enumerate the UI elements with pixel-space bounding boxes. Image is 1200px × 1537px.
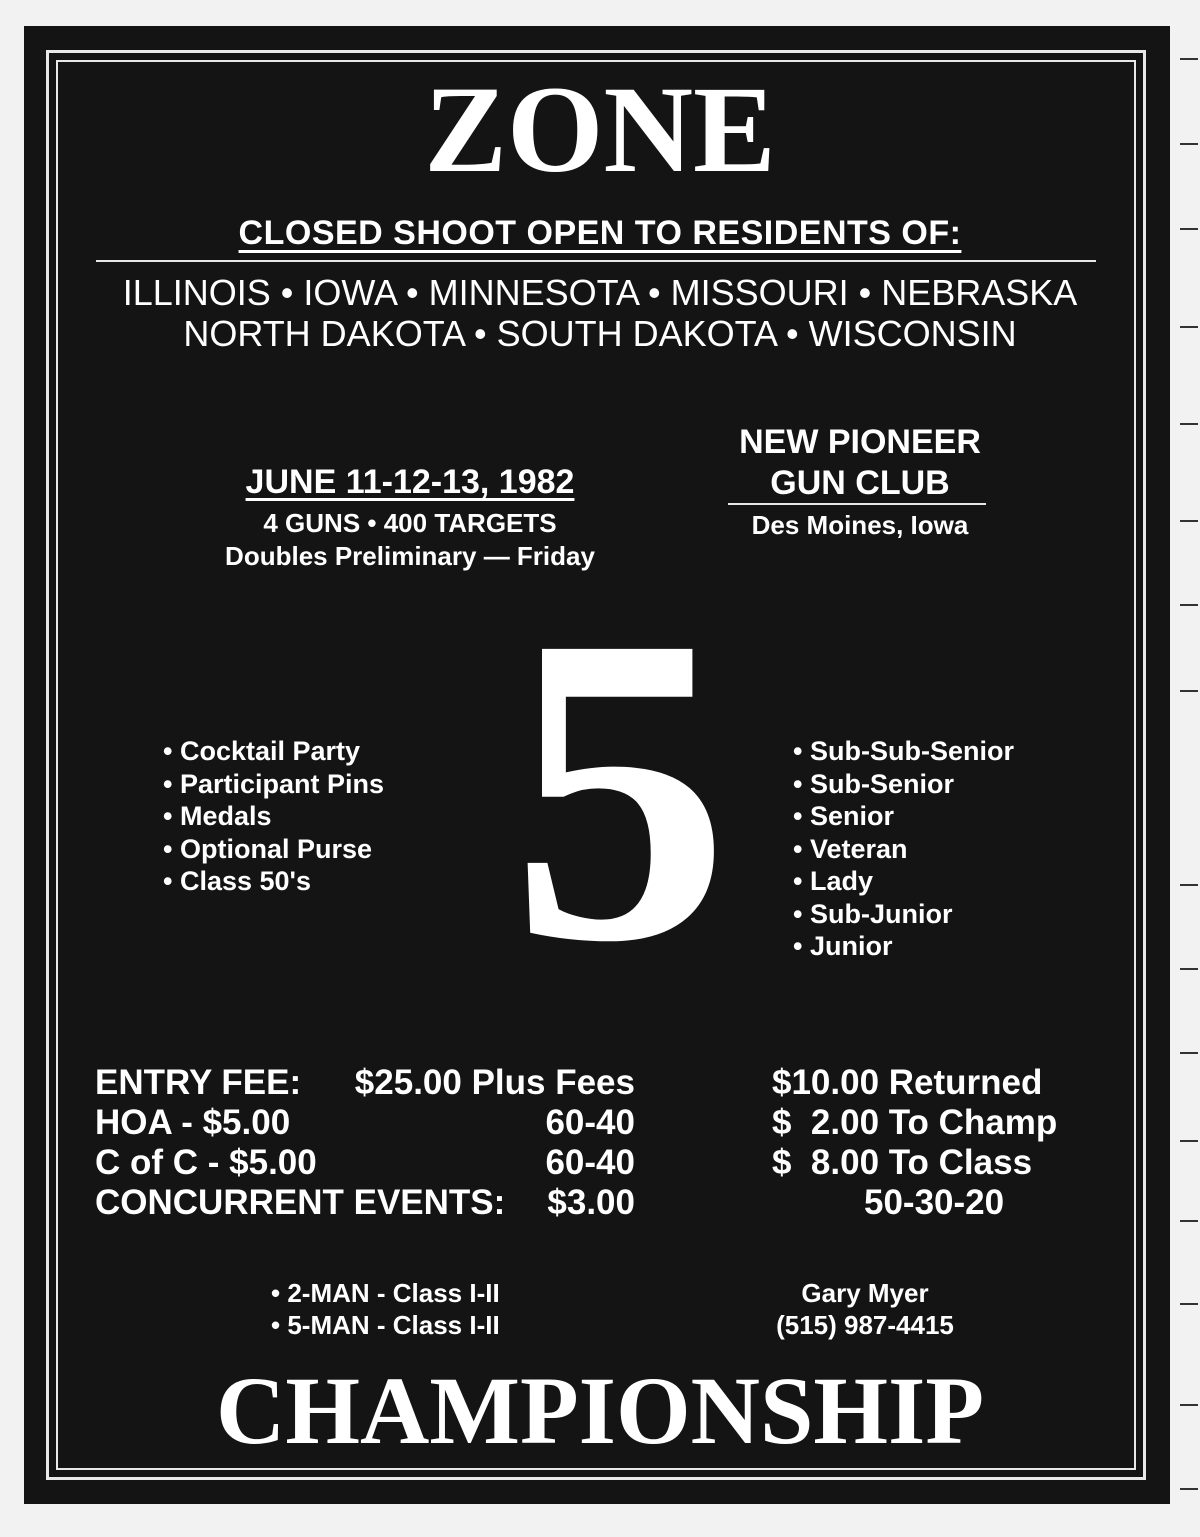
fee-row-entry	[95, 1063, 635, 1103]
to-champ-amount: $ 2.00 To Champ	[772, 1103, 1058, 1142]
list-item: • Junior	[793, 930, 1014, 963]
contact-name: Gary Myer	[801, 1278, 929, 1308]
page-edge-mark	[1180, 1220, 1198, 1222]
fee-schedule	[95, 1063, 635, 1223]
list-item: • Sub-Senior	[793, 768, 1014, 801]
hoa-label: HOA - $5.00	[95, 1103, 291, 1142]
entry-fee-label: ENTRY FEE:	[95, 1063, 302, 1102]
club-location: Des Moines, Iowa	[751, 510, 969, 540]
list-item: • Veteran	[793, 833, 1014, 866]
cofc-label: C of C - $5.00	[95, 1143, 317, 1182]
page-edge-mark	[1180, 604, 1198, 606]
contact-phone: (515) 987-4415	[776, 1310, 954, 1340]
list-item: • Class 50's	[163, 865, 384, 898]
list-item: • Cocktail Party	[163, 735, 384, 768]
zone-number: 5	[510, 546, 730, 1033]
page-edge-mark	[1180, 143, 1198, 145]
page-edge-mark	[1180, 884, 1198, 886]
footer-title: CHAMPIONSHIP	[216, 1357, 984, 1464]
states-line-1: ILLINOIS • IOWA • MINNESOTA • MISSOURI • NEBRASKA	[122, 272, 1078, 313]
categories-list	[793, 735, 1014, 963]
page-edge-mark	[1180, 1488, 1198, 1490]
club-name-line-2: GUN CLUB	[770, 464, 950, 502]
event-format: 4 GUNS • 400 TARGETS	[263, 508, 557, 538]
page-edge-mark	[1180, 228, 1198, 230]
fee-row-cofc	[95, 1143, 635, 1183]
page-edge-mark	[1180, 326, 1198, 328]
states-line-2: NORTH DAKOTA • SOUTH DAKOTA • WISCONSIN	[183, 313, 1017, 354]
page-edge-mark	[1180, 1303, 1198, 1305]
page-edge-mark	[1180, 1140, 1198, 1142]
list-item: • Senior	[793, 800, 1014, 833]
club-name-line-1: NEW PIONEER	[739, 423, 981, 461]
to-class-amount: $ 8.00 To Class	[772, 1143, 1033, 1182]
list-item: • Lady	[793, 865, 1014, 898]
list-item: • 5-MAN - Class I-II	[271, 1309, 500, 1341]
list-item: • 2-MAN - Class I-II	[271, 1277, 500, 1309]
title: ZONE	[424, 61, 776, 198]
page-edge-mark	[1180, 58, 1198, 60]
list-item: • Optional Purse	[163, 833, 384, 866]
concurrent-label: CONCURRENT EVENTS:	[95, 1183, 506, 1222]
restriction-heading: CLOSED SHOOT OPEN TO RESIDENTS OF:	[238, 214, 962, 252]
list-item: • Sub-Junior	[793, 898, 1014, 931]
concurrent-events-list	[271, 1277, 500, 1341]
cofc-split: 60-40	[545, 1143, 635, 1182]
fee-row-concurrent	[95, 1183, 635, 1223]
page-edge-mark	[1180, 1052, 1198, 1054]
amenities-list	[163, 735, 384, 898]
class-split: 50-30-20	[864, 1183, 1005, 1222]
divider-rule	[96, 260, 1096, 262]
event-preliminary: Doubles Preliminary — Friday	[225, 541, 595, 571]
page-edge-mark	[1180, 690, 1198, 692]
list-item: • Sub-Sub-Senior	[793, 735, 1014, 768]
page-edge-mark	[1180, 423, 1198, 425]
page-edge-mark	[1180, 968, 1198, 970]
event-date: JUNE 11-12-13, 1982	[245, 463, 575, 501]
list-item: • Medals	[163, 800, 384, 833]
fee-distribution	[772, 1063, 1092, 1223]
contact-block	[700, 1277, 1030, 1341]
page-edge-mark	[1180, 1404, 1198, 1406]
club-underline	[728, 503, 986, 505]
hoa-split: 60-40	[545, 1103, 635, 1142]
list-item: • Participant Pins	[163, 768, 384, 801]
entry-fee-value: $25.00 Plus Fees	[354, 1063, 635, 1102]
fee-row-hoa	[95, 1103, 635, 1143]
returned-amount: $10.00 Returned	[772, 1063, 1043, 1102]
concurrent-value: $3.00	[547, 1183, 635, 1222]
page-edge-mark	[1180, 520, 1198, 522]
